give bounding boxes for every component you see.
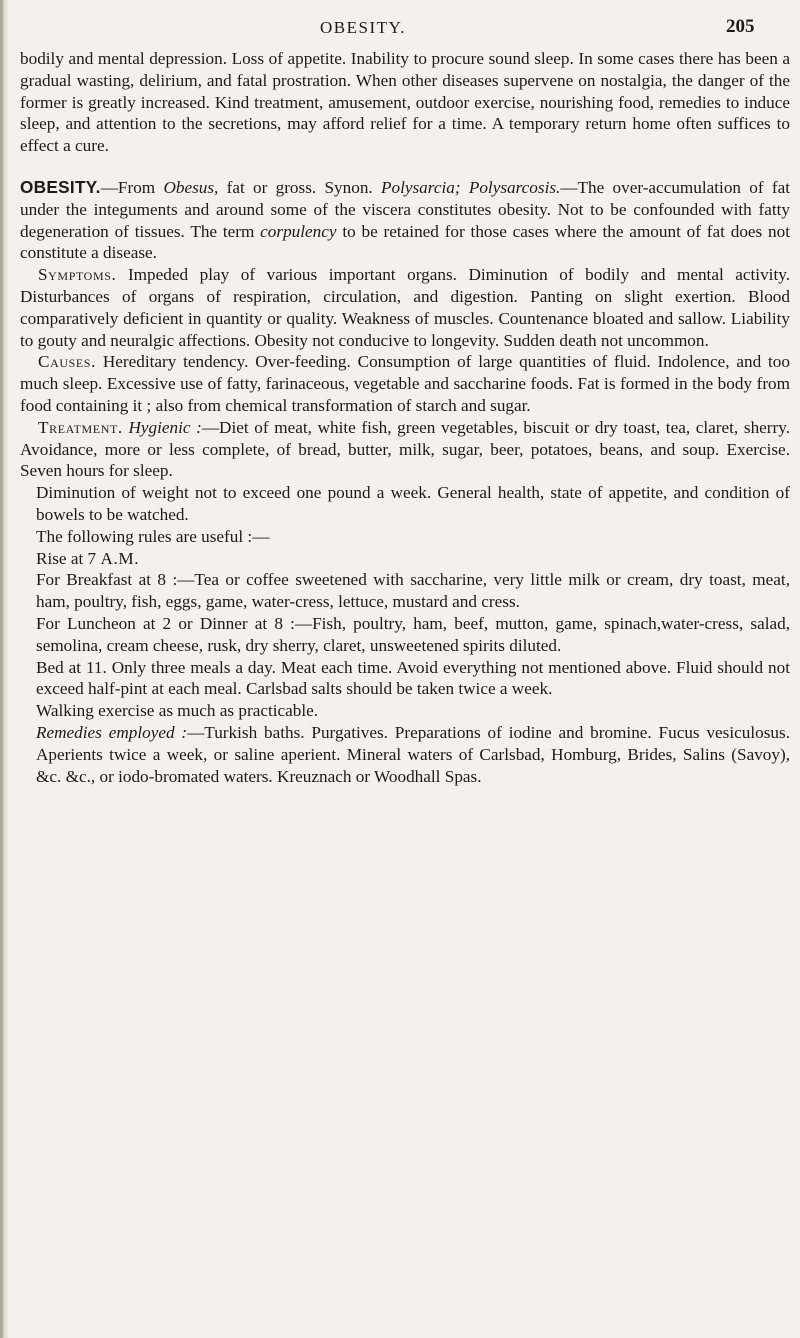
page-body xyxy=(20,48,790,787)
treatment-rules xyxy=(20,482,790,787)
remedies-label: Remedies employed : xyxy=(36,722,188,742)
treatment-paragraph xyxy=(20,417,790,482)
page-number: 205 xyxy=(726,16,755,37)
entry-definition: —The over-accumulation of fat under the integuments and around some of the viscera constitutes obesity. Not to be confounded with fatty degeneration of tissues. The term xyxy=(20,177,791,241)
book-spine-edge xyxy=(0,0,3,1338)
breakfast-rule: For Breakfast at 8 :—Tea or coffee sweetened with saccharine, very little milk or cream, dry toast, meat, ham, poultry, fish, eggs, game, water-cress, lettuce, mustard and cress. xyxy=(36,570,790,612)
diminution-paragraph: Diminution of weight not to exceed one pound a week. General health, state of appetite, and condition of bowels to be watched. xyxy=(36,483,790,524)
rise-text: Rise at 7 xyxy=(36,548,97,568)
remedies-paragraph xyxy=(36,722,790,787)
walking-rule: Walking exercise as much as practicable. xyxy=(36,701,319,721)
entry-etymon: Obesus, xyxy=(163,177,219,197)
rise-time: A.M. xyxy=(100,548,140,568)
symptoms-text: Impeded play of various important organs. Diminution of bodily and mental activity. Disturbances of organs of respiration, circulation, and digestion. Panting on slight exertion. Blood comparatively deficient in quantity or quality. Weakness of muscles. Countenance bloated and sallow. Liability to gouty and neuralgic affections. Obesity not conducive to longevity. Sudden death not uncommon. xyxy=(20,265,790,350)
entry-intro-from: —From xyxy=(100,177,156,197)
entry-term: corpulency xyxy=(260,221,337,241)
entry-definition-end: to be retained for those cases where the amount of fat does not constitute a disease. xyxy=(20,221,791,263)
causes-paragraph xyxy=(20,351,790,416)
running-title: OBESITY. xyxy=(320,18,406,37)
entry-intro-mid: fat or gross. Synon. xyxy=(226,177,373,197)
remedies-text: —Turkish baths. Purgatives. Preparations of iodine and bromine. Fucus vesiculosus. Aperients twice a week, or saline aperient. Mineral waters of Carlsbad, Homburg, Brides, Salins (Savoy), &c. &c., or iodo-bromated waters. Kreuznach or Woodhall Spas. xyxy=(36,722,790,786)
treatment-text: —Diet of meat, white fish, green vegetables, biscuit or dry toast, tea, claret, sherry. Avoidance, more or less complete, of bread, butter, milk, sugar, beer, potatoes, beans, and soup. Exercise. Seven hours for sleep. xyxy=(20,417,791,481)
causes-text: Hereditary tendency. Over-feeding. Consumption of large quantities of fluid. Indolence, and too much sleep. Excessive use of fatty, farinaceous, vegetable and saccharine foods. Fat is formed in the body from food containing it ; also from chemical transformation of starch and sugar. xyxy=(20,352,790,415)
treatment-hygienic-label: Hygienic : xyxy=(128,417,202,437)
causes-label: Causes. xyxy=(38,352,96,372)
symptoms-paragraph xyxy=(20,264,790,351)
symptoms-label: Symptoms. xyxy=(38,265,117,285)
obesity-entry xyxy=(20,177,790,264)
page-header xyxy=(0,16,800,46)
bed-rule: Bed at 11. Only three meals a day. Meat each time. Avoid everything not mentioned above. Fluid should not exceed half-pint at each meal. Carlsbad salts should be taken twice a week. xyxy=(36,657,790,699)
rise-rule xyxy=(36,548,790,570)
luncheon-rule: For Luncheon at 2 or Dinner at 8 :—Fish, poultry, ham, beef, mutton, game, spinach,water-cress, salad, semolina, cream cheese, rusk, dry sherry, claret, unsweetened spirits diluted. xyxy=(36,613,790,655)
entry-synonyms: Polysarcia; Polysarcosis. xyxy=(381,177,561,197)
entry-headword: OBESITY. xyxy=(20,176,101,197)
treatment-label: Treatment. xyxy=(38,417,123,437)
rules-intro: The following rules are useful :— xyxy=(36,526,270,546)
continuation-paragraph: bodily and mental depression. Loss of appetite. Inability to procure sound sleep. In some cases there has been a gradual wasting, delirium, and fatal prostration. When other diseases supervene on nostalgia, the danger of the former is greatly increased. Kind treatment, amusement, outdoor exercise, nourishing food, remedies to induce sleep, and attention to the secretions, may afford relief for a time. A temporary return home often suffices to effect a cure. xyxy=(20,49,790,156)
